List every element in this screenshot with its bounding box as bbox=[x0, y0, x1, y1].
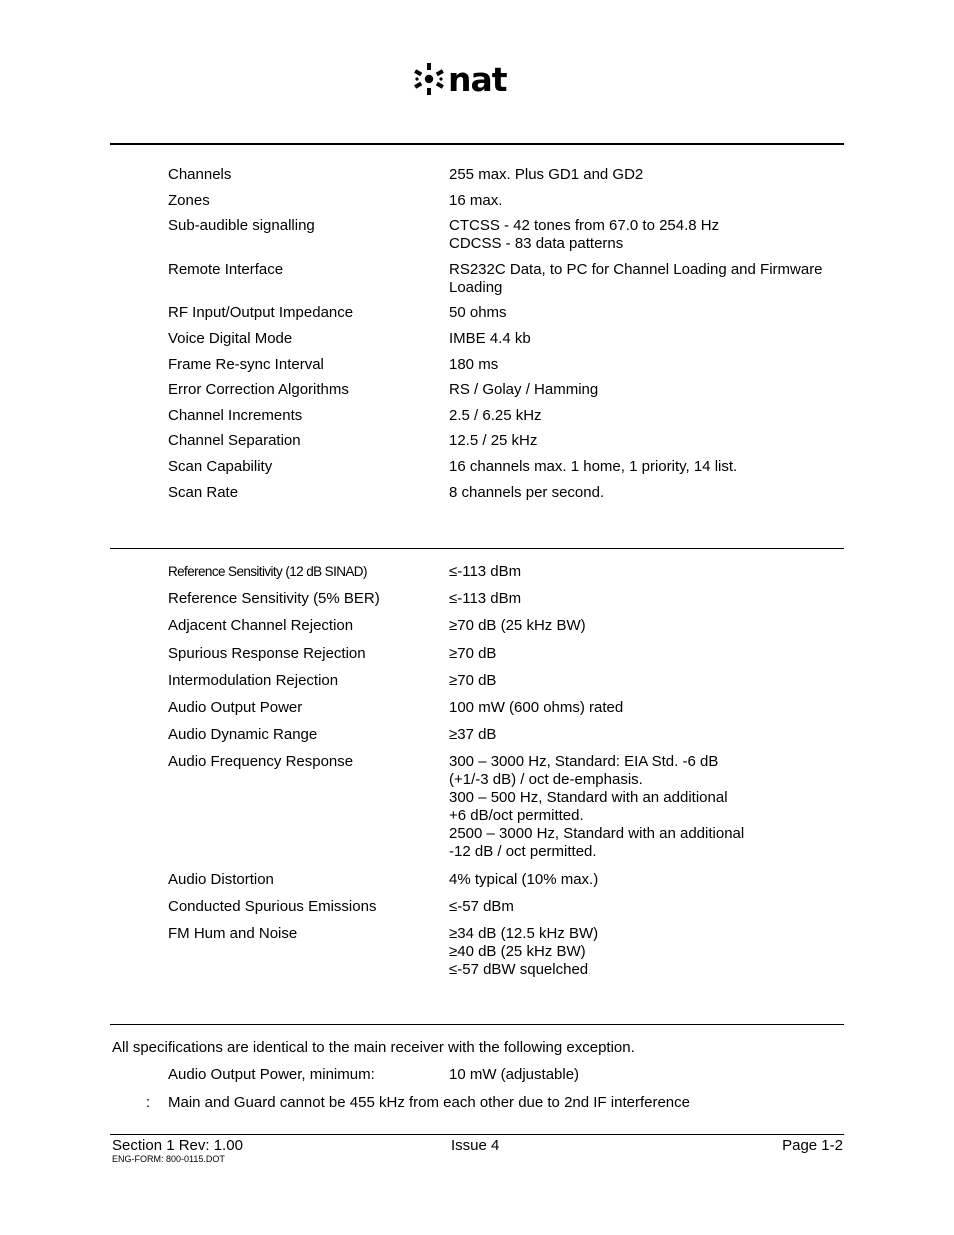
spec-value bbox=[449, 484, 848, 502]
spec-row bbox=[168, 753, 848, 861]
spec-label: Audio Frequency Response bbox=[168, 753, 354, 771]
spec-row bbox=[168, 590, 848, 608]
spec-row bbox=[168, 432, 848, 450]
spec-value: 10 mW (adjustable) bbox=[449, 1066, 580, 1083]
footer-form-id: ENG-FORM: 800-0115.DOT bbox=[112, 1154, 225, 1164]
spec-row bbox=[168, 563, 848, 581]
spec-value bbox=[449, 699, 848, 717]
spec-value-line: RS232C Data, to PC for Channel Loading and Firmware bbox=[449, 260, 823, 278]
spec-value-line: ≤-113 dBm bbox=[449, 590, 522, 608]
spec-row bbox=[168, 356, 848, 374]
footer-page-number: Page 1-2 bbox=[782, 1137, 843, 1154]
spec-row bbox=[168, 192, 848, 210]
spec-value bbox=[449, 871, 848, 889]
spec-value-line: (+1/-3 dB) / oct de-emphasis. bbox=[449, 771, 643, 789]
spec-label: Audio Output Power, minimum: bbox=[168, 1066, 375, 1083]
spec-value-line: Loading bbox=[449, 278, 503, 296]
spec-row bbox=[168, 617, 848, 635]
spec-value-line: 180 ms bbox=[449, 355, 499, 373]
spec-value bbox=[449, 563, 848, 581]
spec-value-line: ≤-57 dBW squelched bbox=[449, 960, 589, 978]
footer-section: Section 1 Rev: 1.00 bbox=[112, 1137, 243, 1154]
spec-value-line: ≥37 dB bbox=[449, 726, 497, 744]
spec-label: Scan Rate bbox=[168, 483, 239, 501]
spec-value bbox=[449, 925, 848, 979]
spec-row bbox=[168, 672, 848, 690]
spec-row bbox=[168, 1066, 848, 1084]
spec-value bbox=[449, 330, 848, 348]
section-divider bbox=[110, 548, 844, 549]
spec-label: Channel Increments bbox=[168, 406, 303, 424]
spec-row bbox=[168, 645, 848, 663]
spec-label: Audio Output Power bbox=[168, 698, 303, 716]
spec-value bbox=[449, 217, 848, 253]
spec-value-line: -12 dB / oct permitted. bbox=[449, 843, 597, 861]
spec-label: Scan Capability bbox=[168, 457, 273, 475]
guard-note bbox=[146, 1094, 690, 1112]
spec-row bbox=[168, 381, 848, 399]
spec-value-line: CDCSS - 83 data patterns bbox=[449, 235, 624, 253]
spec-value-line: 2500 – 3000 Hz, Standard with an additional bbox=[449, 825, 745, 843]
spec-label: Voice Digital Mode bbox=[168, 329, 293, 347]
spec-row bbox=[168, 304, 848, 322]
spec-value bbox=[449, 726, 848, 744]
spec-label: Frame Re-sync Interval bbox=[168, 355, 324, 373]
spec-label: Intermodulation Rejection bbox=[168, 671, 339, 689]
spec-value-line: ≥70 dB (25 kHz BW) bbox=[449, 617, 586, 635]
spec-value bbox=[449, 381, 848, 399]
receiver-spec-table bbox=[168, 563, 848, 979]
spec-label: FM Hum and Noise bbox=[168, 924, 298, 942]
spec-row bbox=[168, 330, 848, 348]
spec-label: Audio Distortion bbox=[168, 870, 274, 888]
spec-value bbox=[449, 261, 848, 297]
spec-row bbox=[168, 166, 848, 184]
nat-logo bbox=[414, 58, 507, 100]
guard-spec-table bbox=[168, 1066, 848, 1084]
spec-value-line: 255 max. Plus GD1 and GD2 bbox=[449, 166, 644, 183]
spec-value bbox=[449, 590, 848, 608]
spec-value-line: 16 channels max. 1 home, 1 priority, 14 list. bbox=[449, 457, 738, 475]
starburst-icon bbox=[414, 58, 444, 100]
spec-value-line: ≥34 dB (12.5 kHz BW) bbox=[449, 924, 599, 942]
spec-value-line: 50 ohms bbox=[449, 304, 507, 322]
spec-value-line: ≥70 dB bbox=[449, 671, 497, 689]
spec-value-line: 4% typical (10% max.) bbox=[449, 870, 599, 888]
spec-row bbox=[168, 871, 848, 889]
spec-value-line: ≥70 dB bbox=[449, 644, 497, 662]
guard-intro-text: All specifications are identical to the main receiver with the following exception. bbox=[112, 1039, 635, 1056]
spec-label: Channels bbox=[168, 166, 232, 183]
spec-value-line: IMBE 4.4 kb bbox=[449, 329, 531, 347]
spec-label: Error Correction Algorithms bbox=[168, 381, 349, 399]
footer-divider bbox=[110, 1134, 844, 1135]
spec-value bbox=[449, 672, 848, 690]
spec-row bbox=[168, 484, 848, 502]
spec-row bbox=[168, 898, 848, 916]
spec-label: Audio Dynamic Range bbox=[168, 726, 318, 744]
section-divider bbox=[110, 1024, 844, 1025]
spec-value bbox=[449, 166, 848, 184]
spec-label: Sub-audible signalling bbox=[168, 217, 315, 235]
spec-row bbox=[168, 726, 848, 744]
spec-value bbox=[449, 356, 848, 374]
spec-label: Zones bbox=[168, 191, 210, 209]
spec-label: Reference Sensitivity (5% BER) bbox=[168, 590, 380, 608]
spec-value-line: 16 max. bbox=[449, 191, 503, 209]
spec-label: Remote Interface bbox=[168, 260, 284, 278]
spec-value-line: ≤-57 dBm bbox=[449, 897, 514, 915]
spec-value-line: 8 channels per second. bbox=[449, 483, 605, 501]
spec-value-line: 2.5 / 6.25 kHz bbox=[449, 406, 542, 424]
note-marker: : bbox=[146, 1094, 151, 1111]
spec-row bbox=[168, 699, 848, 717]
spec-label: Adjacent Channel Rejection bbox=[168, 617, 354, 635]
spec-value-line: 12.5 / 25 kHz bbox=[449, 432, 538, 450]
spec-row bbox=[168, 261, 848, 297]
spec-value bbox=[449, 898, 848, 916]
spec-value bbox=[449, 753, 848, 861]
spec-value-line: +6 dB/oct permitted. bbox=[449, 807, 584, 825]
spec-value bbox=[449, 192, 848, 210]
spec-row bbox=[168, 925, 848, 979]
general-spec-table bbox=[168, 166, 848, 502]
spec-value bbox=[449, 304, 848, 322]
spec-label: RF Input/Output Impedance bbox=[168, 304, 354, 322]
spec-value bbox=[449, 407, 848, 425]
spec-value bbox=[449, 617, 848, 635]
spec-value bbox=[449, 645, 848, 663]
spec-row bbox=[168, 407, 848, 425]
spec-value-line: ≥40 dB (25 kHz BW) bbox=[449, 942, 586, 960]
note-text: Main and Guard cannot be 455 kHz from each other due to 2nd IF interference bbox=[168, 1094, 690, 1111]
section-divider bbox=[110, 143, 844, 145]
spec-value-line: 300 – 500 Hz, Standard with an additional bbox=[449, 789, 728, 807]
spec-value bbox=[449, 458, 848, 476]
spec-row bbox=[168, 217, 848, 253]
footer-issue: Issue 4 bbox=[451, 1137, 500, 1154]
spec-value bbox=[449, 432, 848, 450]
spec-value-line: 300 – 3000 Hz, Standard: EIA Std. -6 dB bbox=[449, 753, 719, 771]
spec-value-line: RS / Golay / Hamming bbox=[449, 381, 599, 399]
spec-label: Spurious Response Rejection bbox=[168, 644, 366, 662]
logo-wordmark: nat bbox=[448, 59, 507, 99]
spec-value-line: CTCSS - 42 tones from 67.0 to 254.8 Hz bbox=[449, 217, 720, 235]
spec-row bbox=[168, 458, 848, 476]
spec-label: Conducted Spurious Emissions bbox=[168, 897, 377, 915]
spec-label: Reference Sensitivity (12 dB SINAD) bbox=[168, 564, 367, 579]
spec-value-line: 100 mW (600 ohms) rated bbox=[449, 698, 624, 716]
spec-value-line: ≤-113 dBm bbox=[449, 563, 522, 580]
spec-label: Channel Separation bbox=[168, 432, 301, 450]
